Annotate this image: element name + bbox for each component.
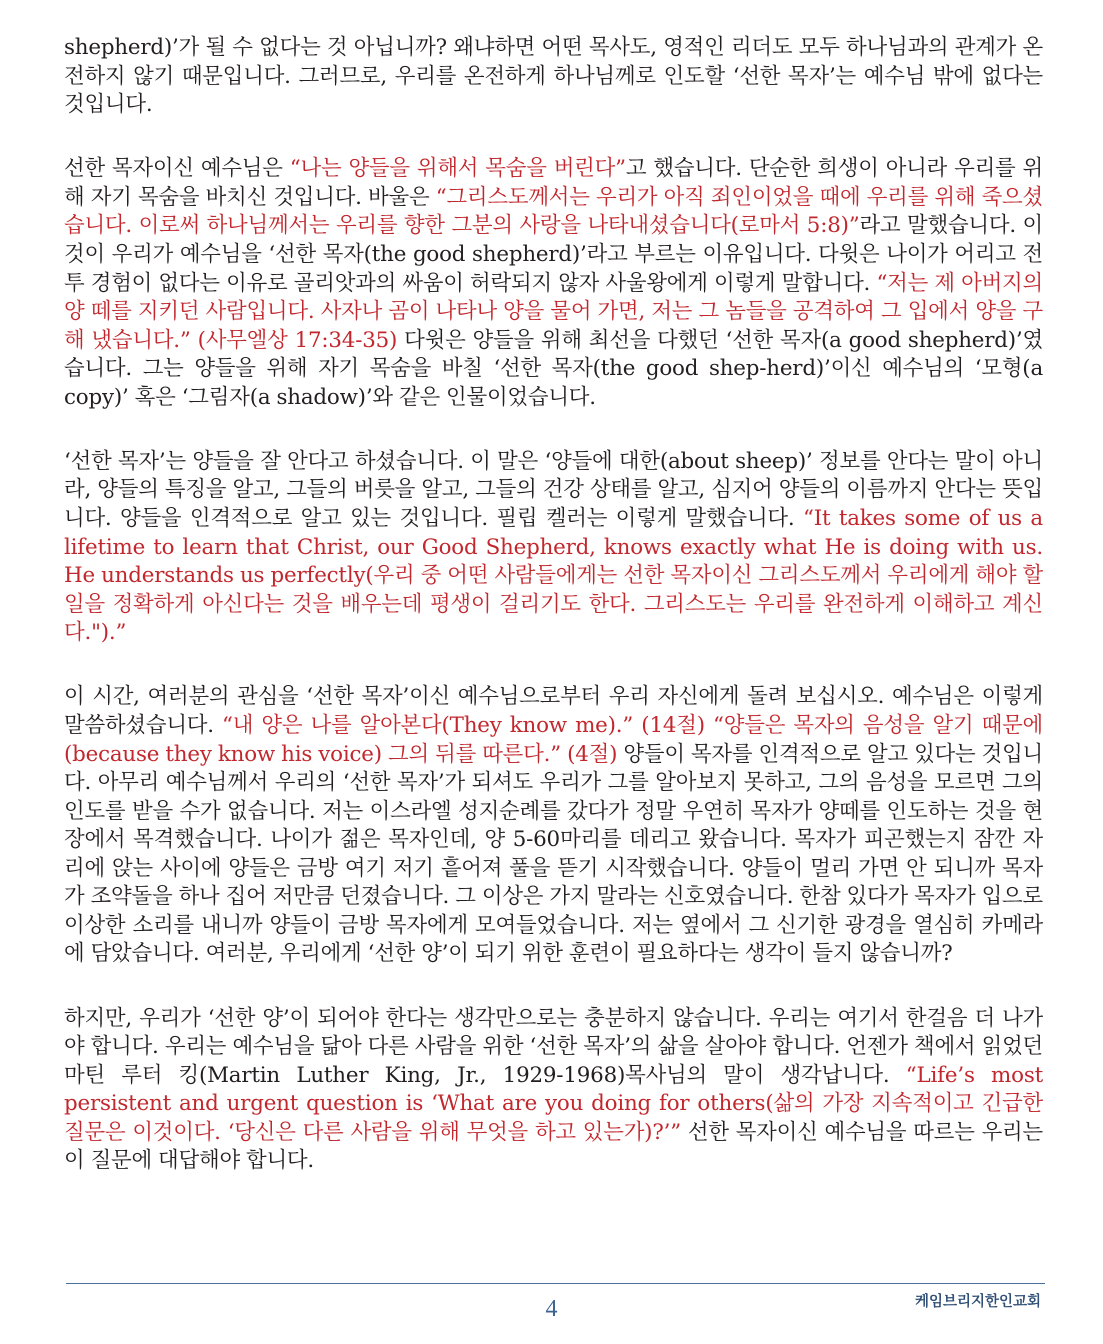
paragraph: [64, 448, 1043, 648]
body-text: 고 했습니다. 단순한 희생이 아니라 우리를 위해 자기 목숨을 바치신 것입니다. 바울은: [64, 156, 1044, 210]
body-text: 라고 말했습니다. 이것이 우리가 예수님을 ‘선한 목자(the good shepherd)’라고 부르는 이유입니다. 다윗은 나이가 어리고 전투 경험이 없다는 이유로 골리앗과의 싸움이 허락되지 않자 사울왕에게 이렇게 말합니다.: [64, 213, 1043, 296]
body-text: 이 시간, 여러분의 관심을 ‘선한 목자’이신 예수님으로부터 우리 자신에게 돌려 보십시오. 예수님은 이렇게 말씀하셨습니다.: [64, 684, 1043, 738]
quote-text: “It takes some of us a lifetime to learn that Christ, our Good Shepherd, knows exactly what He is doing with us. He understands us perfectly(우리 중 어떤 사람들에게는 선한 목자이신 그리스도께서 우리에게 해야 할 일을 정확하게 아신다는 것을 배우는데 평생이 걸리기도 한다. 그리스도는 우리를 완전하게 이해하고 계신다.").”: [64, 506, 1043, 646]
body-text: 다윗은 양들을 위해 최선을 다했던 ‘선한 목자(a good shepherd)’였습니다. 그는 양들을 위해 자기 목숨을 바칠 ‘선한 목자(the good shep-herd)’이신 예수님의 ‘모형(a copy)’ 혹은 ‘그림자(a shadow)’와 같은 인물이었습니다.: [64, 327, 1043, 410]
body-text: shepherd)’가 될 수 없다는 것 아닙니까? 왜냐하면 어떤 목사도, 영적인 리더도 모두 하나님과의 관계가 온전하지 않기 때문입니다. 그러므로, 우리를 온전하게 하나님께로 인도할 ‘선한 목자’는 예수님 밖에 없다는 것입니다.: [64, 35, 1043, 118]
quote-text: “나는 양들을 위해서 목숨을 버린다”: [289, 156, 626, 182]
body-text: 양들이 목자를 인격적으로 알고 있다는 것입니다. 아무리 예수님께서 우리의 ‘선한 목자’가 되셔도 우리가 그를 알아보지 못하고, 그의 음성을 모르면 그의 인도를 받을 수가 없습니다. 저는 이스라엘 성지순례를 갔다가 정말 우연히 목자가 양떼를 인도하는 것을 현장에서 목격했습니다. 나이가 젊은 목자인데, 양 5-60마리를 데리고 왔습니다. 목자가 피곤했는지 잠깐 자리에 앉는 사이에 양들은 금방 여기 저기 흩어져 풀을 뜯기 시작했습니다. 양들이 멀리 가면 안 되니까 목자가 조약돌을 하나 집어 저만큼 던졌습니다. 그 이상은 가지 말라는 신호였습니다. 한참 있다가 목자가 입으로 이상한 소리를 내니까 양들이 금방 목자에게 모여들었습니다. 저는 옆에서 그 신기한 광경을 열심히 카메라에 담았습니다. 여러분, 우리에게 ‘선한 양’이 되기 위한 훈련이 필요하다는 생각이 들지 않습니까?: [64, 741, 1044, 967]
paragraph: [64, 34, 1043, 120]
body-text: 선한 목자이신 예수님은: [64, 156, 290, 182]
paragraph: [64, 683, 1043, 968]
body-text: ‘선한 목자’는 양들을 잘 안다고 하셨습니다. 이 말은 ‘양들에 대한(about sheep)’ 정보를 안다는 말이 아니라, 양들의 특징을 알고, 그들의 버릇을 알고, 그들의 건강 상태를 알고, 심지어 양들의 이름까지 안다는 뜻입니다. 양들을 인격적으로 알고 있는 것입니다. 필립 켈러는 이렇게 말했습니다.: [64, 448, 1043, 532]
body-text: 하지만, 우리가 ‘선한 양’이 되어야 한다는 생각만으로는 충분하지 않습니다. 우리는 여기서 한걸음 더 나가야 합니다. 우리는 예수님을 닮아 다른 사람을 위한 ‘선한 목자’의 삶을 살아야 합니다. 언젠가 책에서 읽었던 마틴 루터 킹(Martin Luther King, Jr., 1929-1968)목사님의 말이 생각납니다.: [64, 1005, 1043, 1088]
paragraph: [64, 155, 1043, 412]
paragraph: [64, 1005, 1043, 1176]
quote-text: “내 양은 나를 알아본다(They know me).” (14절) “양들은 목자의 음성을 알기 때문에(because they know his voice) 그의 뒤를 따른다.” (4절): [64, 713, 1043, 767]
church-name: 케임브리지한인교회: [914, 1294, 1041, 1310]
article-body: [64, 34, 1043, 1176]
footer-divider: [66, 1283, 1045, 1284]
quote-text: “그리스도께서는 우리가 아직 죄인이었을 때에 우리를 위해 죽으셨습니다. 이로써 하나님께서는 우리를 향한 그분의 사랑을 나타내셨습니다(로마서 5:8)”: [64, 184, 1043, 239]
body-text: 선한 목자이신 예수님을 따르는 우리는 이 질문에 대답해야 합니다.: [64, 1119, 1043, 1174]
page-number: 4: [545, 1296, 558, 1322]
quote-text: “저는 제 아버지의 양 떼를 지키던 사람입니다. 사자나 곰이 나타나 양을 물어 가면, 저는 그 놈들을 공격하여 그 입에서 양을 구해 냈습니다.” (사무엘상 17:34-35): [64, 270, 1043, 353]
quote-text: “Life’s most persistent and urgent question is ‘What are you doing for others(삶의 가장 지속적이고 긴급한 질문은 이것이다. ‘당신은 다른 사람을 위해 무엇을 하고 있는가)?’”: [64, 1062, 1043, 1145]
